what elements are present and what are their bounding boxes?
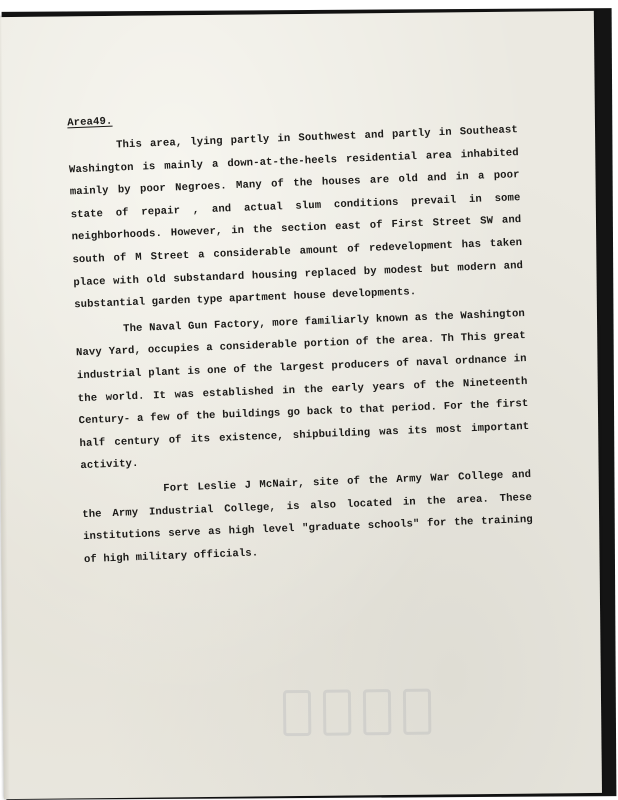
- paragraph-naval-gun-factory: The Naval Gun Factory, more familiarly known as the Washington Navy Yard, occupies a considerable portion of the area. Th This great industrial plant is one of the largest producers of naval ordnance in the world. It was established in the early years of the Nineteenth Century- a few of the buildings go back to that period. For the first half century of its existence, shipbuilding was its most important activity.: [75, 307, 530, 473]
- bleed-mark: [323, 689, 351, 735]
- area-heading: Area49.: [67, 115, 113, 130]
- bleed-mark: [283, 690, 311, 736]
- bleed-mark: [403, 689, 431, 735]
- typed-text-block: [67, 95, 534, 574]
- paragraph-residential-area: This area, lying partly in Southwest and partly in Southeast Washington is mainly a down-at-the-heels residential area inhabited mainly by poor Negroes. Many of the houses are old and in a poor state of repair , and actual slum conditions prevail in some neighborhoods. However, in the section east of First Street SW and south of M Street a considerable amount of redevelopment has taken place with old substandard housing replaced by modest but modern and substantial garden type apartment house developments.: [68, 124, 524, 312]
- typed-page: [0, 11, 602, 799]
- page-shadow-edge: [0, 17, 10, 799]
- bleed-through-marks: [283, 688, 484, 750]
- paragraph-fort-mcnair: Fort Leslie J McNair, site of the Army War College and the Army Industrial College, is also located in the area. These institutions serve as high level "graduate schools" for the training of high military officials.: [82, 468, 534, 566]
- bleed-mark: [363, 689, 391, 735]
